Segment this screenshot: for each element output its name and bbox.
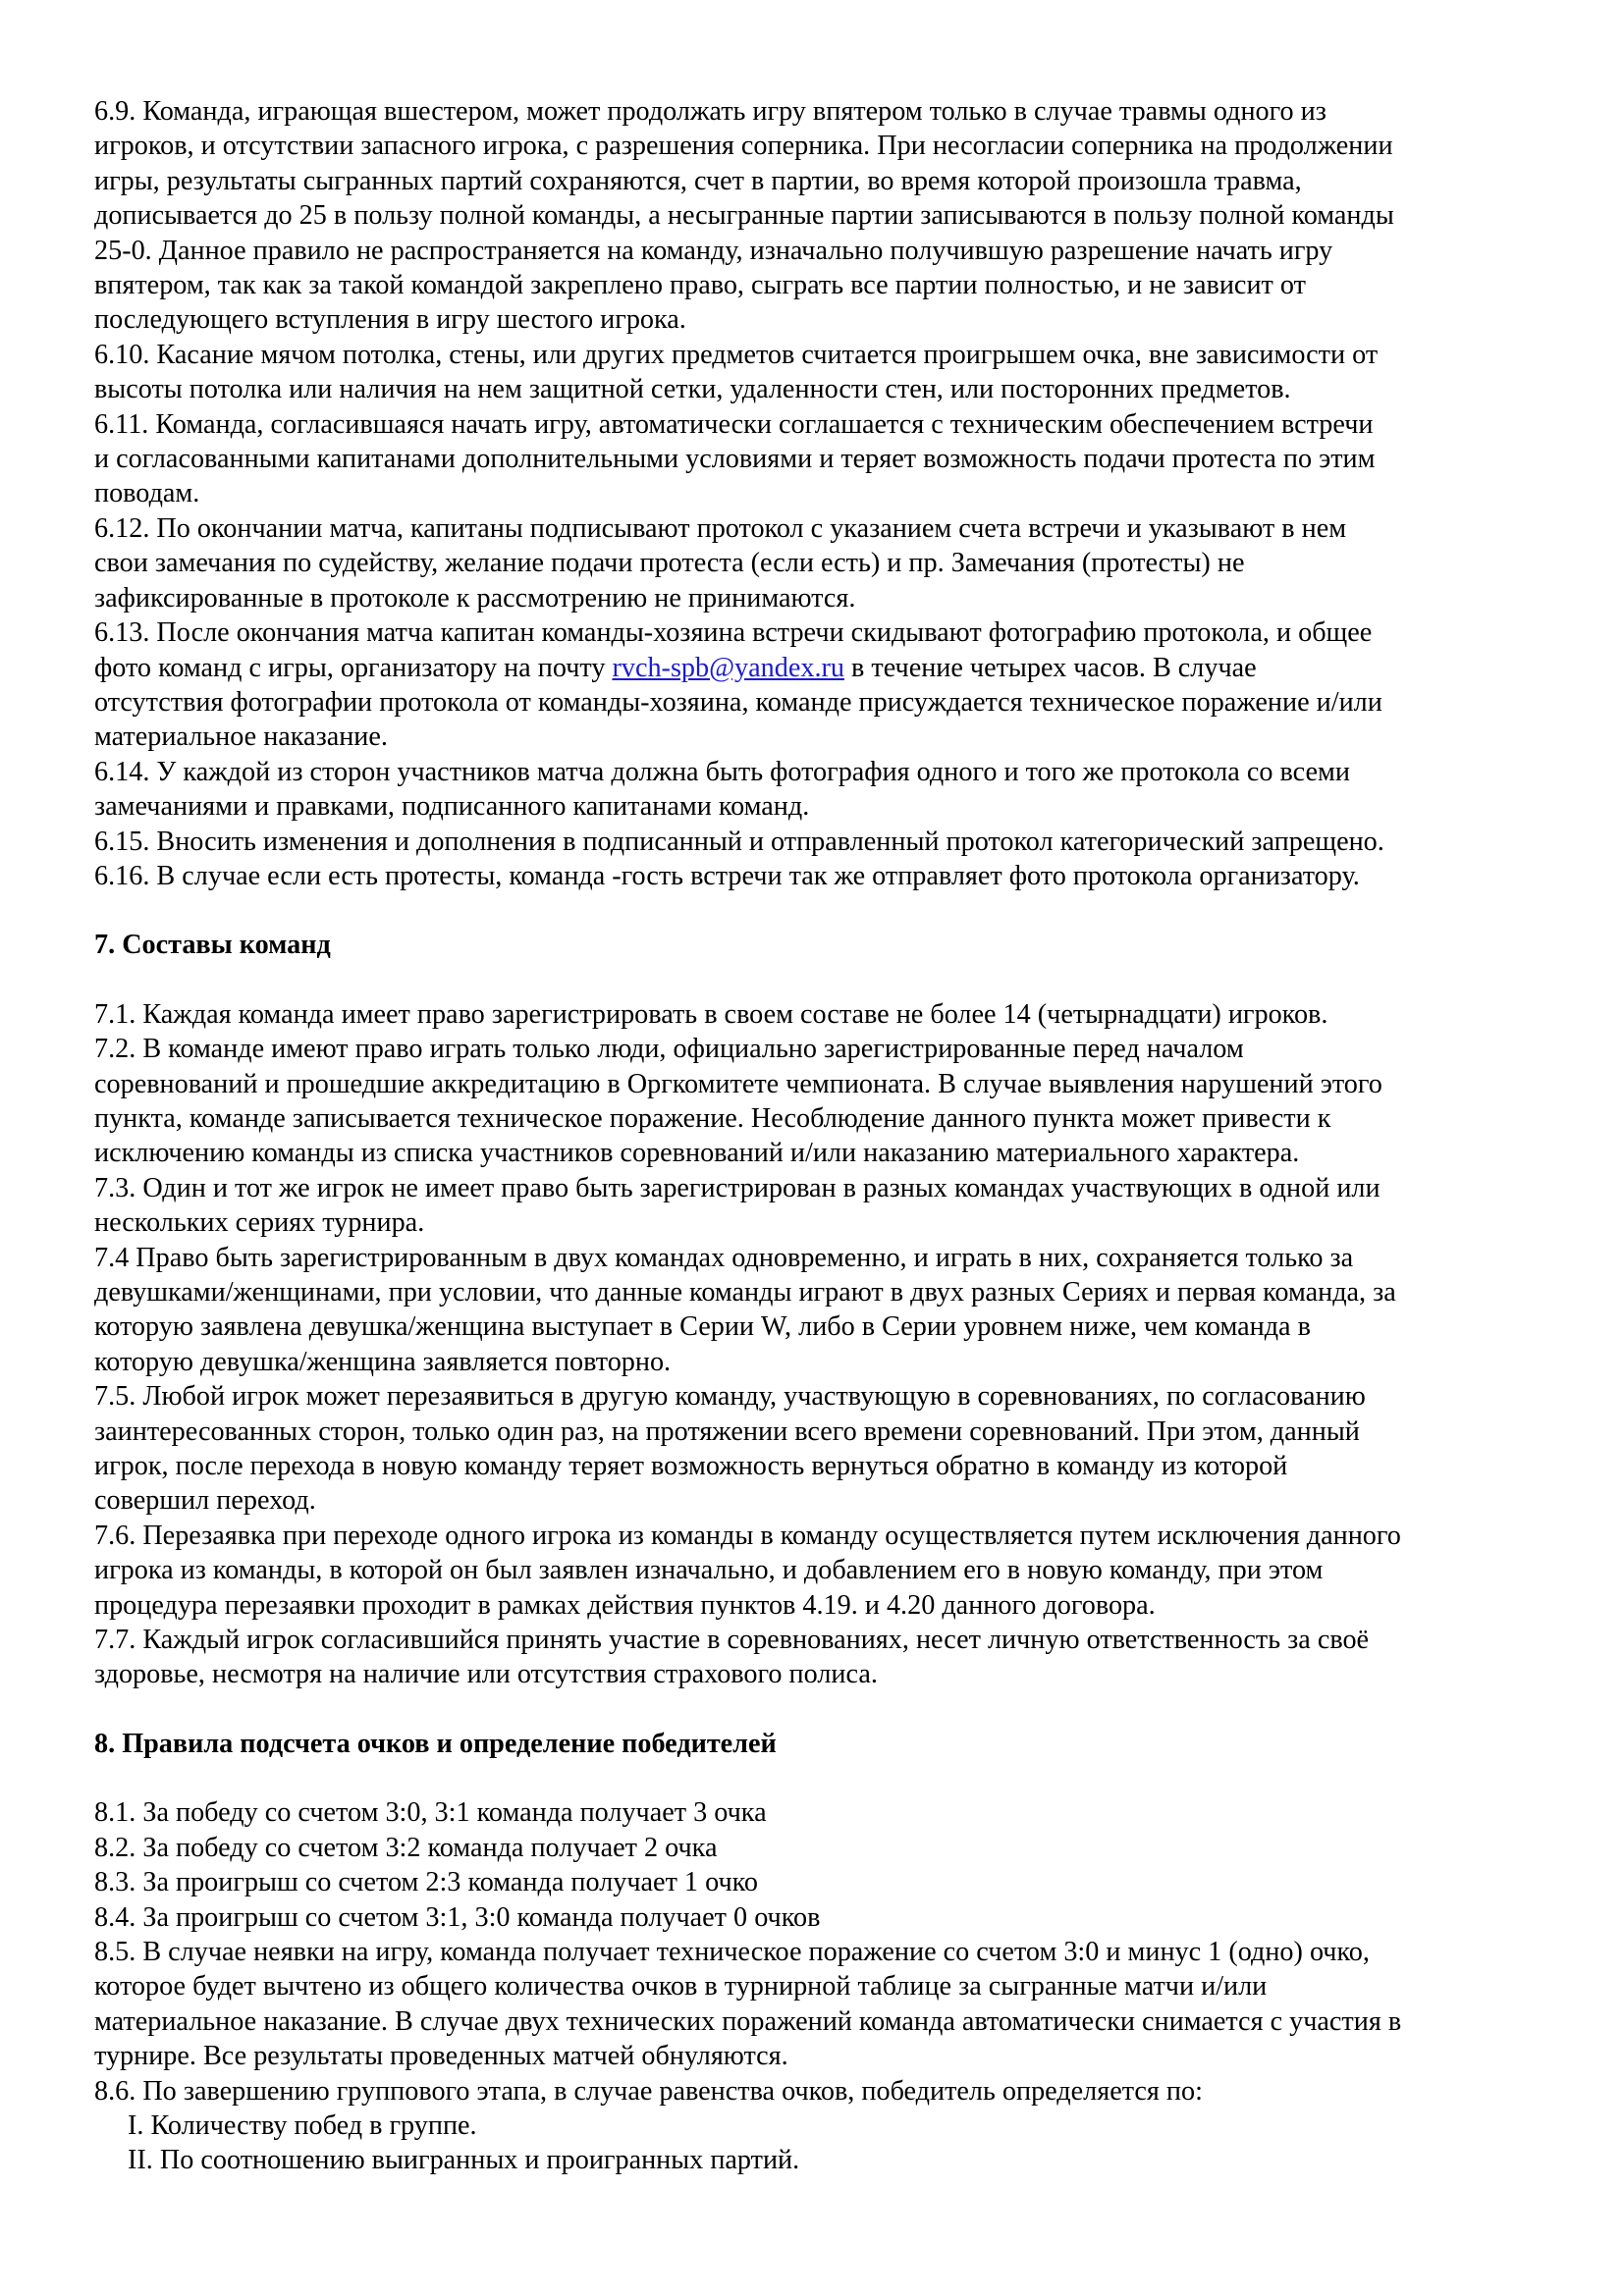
list-item-2: II. По соотношению выигранных и проигранных партий. — [128, 2145, 800, 2176]
text-line: исключению команды из списка участников соревнований и/или наказанию материального характера. — [94, 1138, 1300, 1169]
section-heading-8: 8. Правила подсчета очков и определение победителей — [94, 1728, 777, 1759]
text-line: последующего вступления в игру шестого игрока. — [94, 304, 686, 336]
text-fragment: фото команд с игры, организатору на почту — [94, 652, 613, 683]
text-line: материальное наказание. — [94, 721, 388, 753]
text-line: игроков, и отсутствии запасного игрока, с разрешения соперника. При несогласии соперника на продолжении — [94, 131, 1393, 162]
text-line: 6.13. После окончания матча капитан команды-хозяина встречи скидывают фотографию протокола, и общее — [94, 617, 1373, 649]
clause-7-6 — [94, 1519, 1547, 1623]
clause-7-2 — [94, 1032, 1547, 1171]
text-line: зафиксированные в протоколе к рассмотрению не принимаются. — [94, 582, 856, 614]
text-line: игрок, после перехода в новую команду теряет возможность вернуться обратно в команду из которой — [94, 1451, 1288, 1482]
text-line: которую заявлена девушка/женщина выступает в Серии W, либо в Серии уровнем ниже, чем команда в — [94, 1311, 1311, 1343]
clause-8-4: 8.4. За проигрыш со счетом 3:1, 3:0 команда получает 0 очков — [94, 1901, 821, 1933]
clause-7-3 — [94, 1171, 1547, 1241]
text-fragment: в течение четырех часов. В случае — [843, 652, 1257, 683]
section-heading-7: 7. Составы команд — [94, 930, 331, 961]
clause-8-2: 8.2. За победу со счетом 3:2 команда получает 2 очка — [94, 1832, 718, 1863]
text-line: турнире. Все результаты проведенных матчей обнуляются. — [94, 2041, 788, 2072]
text-line: 6.15. Вносить изменения и дополнения в подписанный и отправленный протокол категорический запрещено. — [94, 826, 1384, 857]
clause-8-3: 8.3. За проигрыш со счетом 2:3 команда получает 1 очко — [94, 1867, 758, 1898]
text-line: материальное наказание. В случае двух технических поражений команда автоматически снимается с участия в — [94, 2005, 1402, 2037]
clause-8-1: 8.1. За победу со счетом 3:0, 3:1 команда получает 3 очка — [94, 1797, 767, 1829]
text-line: девушками/женщинами, при условии, что данные команды играют в двух разных Сериях и первая команда, за — [94, 1277, 1396, 1308]
document-page — [94, 94, 1547, 2178]
clause-6-13 — [94, 615, 1547, 755]
text-line: игрока из команды, в которой он был заявлен изначально, и добавлением его в новую команду, при этом — [94, 1555, 1324, 1586]
text-line: 6.12. По окончании матча, капитаны подписывают протокол с указанием счета встречи и указывают в нем — [94, 512, 1347, 544]
text-line: 7.4 Право быть зарегистрированным в двух командах одновременно, и играть в них, сохраняется только за — [94, 1242, 1354, 1273]
spacer — [94, 963, 1547, 997]
text-line: 7.7. Каждый игрок согласившийся принять участие в соревнованиях, несет личную ответственность за своё — [94, 1625, 1370, 1656]
clause-7-1 — [94, 997, 1547, 1032]
clause-6-11 — [94, 407, 1547, 511]
text-line: соревнований и прошедшие аккредитацию в Оргкомитете чемпионата. В случае выявления нарушений этого — [94, 1068, 1382, 1099]
clause-6-14 — [94, 755, 1547, 825]
text-line: заинтересованных сторон, только один раз, на протяжении всего времени соревнований. При этом, данный — [94, 1415, 1360, 1447]
text-line-with-email — [94, 651, 1547, 685]
clause-7-5 — [94, 1379, 1547, 1519]
text-line: 7.3. Один и тот же игрок не имеет право быть зарегистрирован в разных командах участвующих в одной или — [94, 1172, 1380, 1203]
text-line: 6.11. Команда, согласившаяся начать игру, автоматически соглашается с техническим обеспечением встречи — [94, 408, 1374, 440]
spacer — [94, 1692, 1547, 1727]
text-line: 25-0. Данное правило не распространяется на команду, изначально получившую разрешение начать игру — [94, 235, 1333, 266]
text-line: игры, результаты сыгранных партий сохраняются, счет в партии, во время которой произошла травма, — [94, 165, 1302, 196]
text-line: процедура перезаявки проходит в рамках действия пунктов 4.19. и 4.20 данного договора. — [94, 1589, 1156, 1621]
clause-8-6: 8.6. По завершению группового этапа, в случае равенства очков, победитель определяется по: — [94, 2075, 1203, 2107]
clause-6-10 — [94, 338, 1547, 407]
text-line: 7.2. В команде имеют право играть только люди, официально зарегистрированные перед началом — [94, 1034, 1244, 1065]
clause-6-9 — [94, 94, 1547, 338]
text-line: пункта, команде записывается техническое поражение. Несоблюдение данного пункта может привести к — [94, 1102, 1331, 1134]
text-line: 7.6. Перезаявка при переходе одного игрока из команды в команду осуществляется путем исключения данного — [94, 1520, 1401, 1551]
text-line: 6.14. У каждой из сторон участников матча должна быть фотография одного и того же протокола со всеми — [94, 756, 1350, 787]
text-line: высоты потолка или наличия на нем защитной сетки, удаленности стен, или посторонних предметов. — [94, 374, 1291, 405]
text-line: отсутствия фотографии протокола от команды-хозяина, команде присуждается техническое поражение и/или — [94, 686, 1382, 718]
list-item-1: I. Количеству побед в группе. — [128, 2109, 477, 2141]
clause-6-15 — [94, 825, 1547, 859]
text-line: 7.5. Любой игрок может перезаявиться в другую команду, участвующую в соревнованиях, по согласованию — [94, 1381, 1366, 1413]
clause-6-12 — [94, 511, 1547, 615]
text-line: 7.1. Каждая команда имеет право зарегистрировать в своем составе не более 14 (четырнадцати) игроков. — [94, 998, 1328, 1030]
text-line: которую девушка/женщина заявляется повторно. — [94, 1346, 672, 1377]
clause-8-5 — [94, 1935, 1547, 2074]
text-line: совершил переход. — [94, 1485, 316, 1517]
text-line: 8.5. В случае неявки на игру, команда получает техническое поражение со счетом 3:0 и минус 1 (одно) очко, — [94, 1936, 1370, 1967]
clause-6-16 — [94, 859, 1547, 893]
text-line: 6.10. Касание мячом потолка, стены, или других предметов считается проигрышем очка, вне зависимости от — [94, 339, 1379, 370]
text-line: 6.16. В случае если есть протесты, команда -гость встречи так же отправляет фото протокола организатору. — [94, 860, 1360, 891]
text-line: свои замечания по судейству, желание подачи протеста (если есть) и пр. Замечания (протесты) не — [94, 548, 1245, 579]
text-line: здоровье, несмотря на наличие или отсутствия страхового полиса. — [94, 1659, 878, 1690]
text-line: которое будет вычтено из общего количества очков в турнирной таблице за сыгранные матчи и/или — [94, 1971, 1268, 2002]
text-line: дописывается до 25 в пользу полной команды, а несыгранные партии записываются в пользу полной команды — [94, 200, 1394, 232]
spacer — [94, 1761, 1547, 1795]
email-link[interactable]: rvch-spb@yandex.ru — [612, 652, 844, 683]
text-line: нескольких сериях турнира. — [94, 1207, 425, 1239]
text-line: впятером, так как за такой командой закреплено право, сыграть все партии полностью, и не зависит от — [94, 270, 1306, 301]
text-line: поводам. — [94, 478, 200, 509]
text-line: 6.9. Команда, играющая вшестером, может продолжать игру впятером только в случае травмы одного из — [94, 96, 1326, 127]
text-line: и согласованными капитанами дополнительными условиями и теряет возможность подачи протеста по этим — [94, 444, 1376, 475]
clause-7-4 — [94, 1241, 1547, 1380]
spacer — [94, 893, 1547, 928]
text-line: замечаниями и правками, подписанного капитанами команд. — [94, 791, 810, 823]
clause-7-7 — [94, 1623, 1547, 1692]
